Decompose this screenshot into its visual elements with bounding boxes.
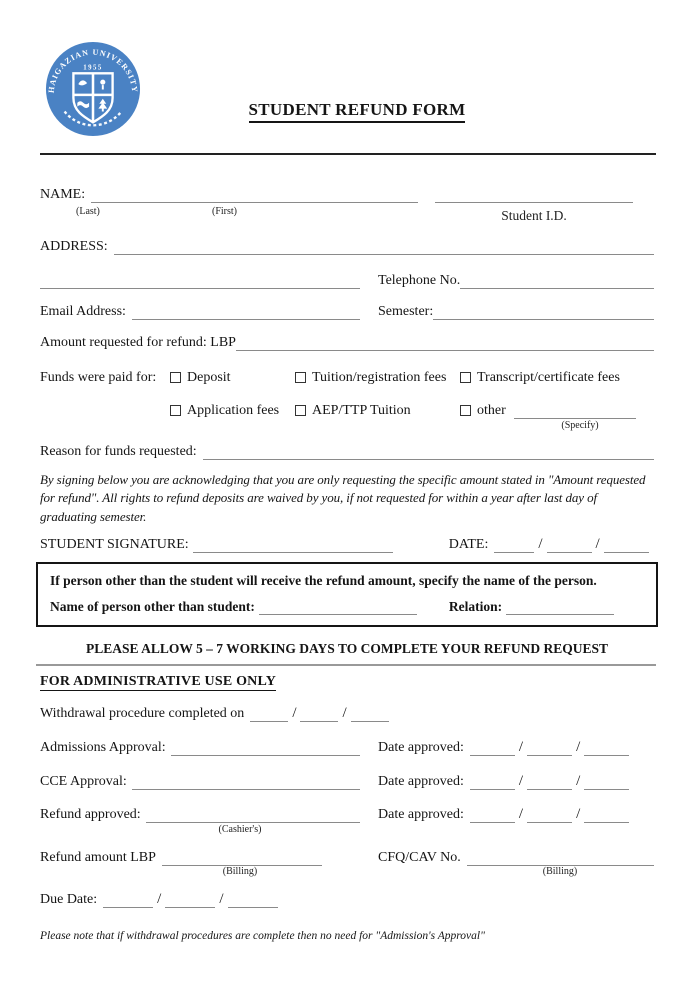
semester-field[interactable] — [433, 304, 654, 320]
amount-label: Amount requested for refund: LBP — [40, 335, 236, 350]
address-label: ADDRESS: — [40, 239, 108, 254]
address-field[interactable] — [114, 239, 654, 255]
relation-field[interactable] — [506, 599, 614, 615]
other-label: other — [477, 403, 506, 418]
option-deposit — [170, 369, 231, 386]
withdrawal-date-part-3[interactable] — [351, 706, 389, 722]
email-label: Email Address: — [40, 304, 126, 319]
last-name-hint: (Last) — [76, 206, 100, 217]
billing-hint-right: (Billing) — [542, 866, 578, 877]
reason-row — [40, 443, 654, 460]
shield-emblem-top-right-base — [102, 85, 104, 89]
cashiers-hint-row — [40, 824, 654, 837]
cce-date-part-1[interactable] — [470, 774, 515, 790]
date-slash: / — [518, 739, 524, 755]
due-date-part-3[interactable] — [228, 892, 278, 908]
checkbox-other[interactable] — [460, 405, 471, 416]
date-part-2-field[interactable] — [547, 537, 592, 553]
option-tuition — [295, 369, 446, 386]
admin-heading: FOR ADMINISTRATIVE USE ONLY — [40, 674, 277, 689]
cfq-cav-label: CFQ/CAV No. — [378, 850, 461, 865]
cce-row — [40, 773, 654, 790]
date-slash: / — [538, 536, 543, 552]
option-application — [170, 402, 279, 419]
student-signature-label: STUDENT SIGNATURE: — [40, 537, 189, 552]
third-party-name-field[interactable] — [259, 599, 417, 615]
refund-amount-field[interactable] — [162, 850, 322, 866]
aep-label: AEP/TTP Tuition — [312, 403, 411, 418]
cfq-cav-no-field[interactable] — [467, 850, 654, 866]
amount-field[interactable] — [236, 335, 654, 351]
cce-approval-field[interactable] — [132, 774, 360, 790]
name-label: NAME: — [40, 187, 86, 202]
date-label: DATE: — [448, 537, 489, 552]
email-field[interactable] — [132, 304, 360, 320]
checkbox-deposit[interactable] — [170, 372, 181, 383]
telephone-label: Telephone No. — [378, 273, 461, 288]
option-transcript — [460, 369, 620, 386]
relation-label: Relation: — [448, 599, 503, 614]
email-semester-row — [40, 303, 654, 320]
refund-amount-label: Refund amount LBP — [40, 850, 156, 865]
date-approved-label: Date approved: — [378, 740, 464, 755]
reason-field[interactable] — [203, 444, 654, 460]
header-divider — [40, 153, 656, 155]
admin-heading-wrap — [40, 674, 276, 691]
refund-approved-row — [40, 806, 654, 823]
other-specify-field[interactable] — [514, 403, 636, 419]
due-date-part-1[interactable] — [103, 892, 153, 908]
billing-hints-row — [40, 866, 654, 879]
cce-date-part-2[interactable] — [527, 774, 572, 790]
date-slash: / — [157, 891, 162, 907]
date-slash: / — [518, 773, 524, 789]
processing-notice: PLEASE ALLOW 5 – 7 WORKING DAYS TO COMPLETE YOUR REFUND REQUEST — [86, 641, 608, 656]
title-container — [0, 100, 694, 123]
date-approved-label: Date approved: — [378, 807, 464, 822]
option-other — [460, 402, 642, 419]
admissions-date-part-1[interactable] — [470, 740, 515, 756]
refund-date-part-3[interactable] — [584, 807, 629, 823]
amount-row — [40, 334, 654, 351]
specify-hint-row — [40, 420, 654, 433]
admissions-date-part-3[interactable] — [584, 740, 629, 756]
transcript-label: Transcript/certificate fees — [477, 370, 620, 385]
refund-approved-label: Refund approved: — [40, 807, 141, 822]
seal-year-text: 1955 — [83, 64, 103, 72]
withdrawal-row — [40, 705, 654, 722]
option-aep — [295, 402, 411, 419]
telephone-field[interactable] — [460, 273, 654, 289]
checkbox-transcript-certificate-fees[interactable] — [460, 372, 471, 383]
address2-telephone-row — [40, 272, 654, 289]
due-date-label: Due Date: — [40, 892, 98, 907]
student-id-field[interactable] — [435, 187, 633, 203]
third-party-row — [50, 598, 644, 615]
signature-row — [40, 536, 654, 553]
date-part-1-field[interactable] — [494, 537, 534, 553]
refund-amount-row — [40, 849, 654, 866]
seal-graphic — [44, 40, 142, 138]
date-slash: / — [576, 773, 581, 789]
date-slash: / — [292, 705, 297, 721]
due-date-part-2[interactable] — [165, 892, 215, 908]
admissions-row — [40, 739, 654, 756]
page-title: STUDENT REFUND FORM — [249, 100, 466, 123]
name-row — [40, 186, 633, 203]
seal-institution-text: HAIGAZIAN UNIVERSITY — [46, 47, 140, 94]
address-line2-field[interactable] — [40, 273, 360, 289]
reason-label: Reason for funds requested: — [40, 444, 197, 459]
checkbox-tuition-registration-fees[interactable] — [295, 372, 306, 383]
specify-hint: (Specify) — [561, 420, 599, 431]
refund-date-part-1[interactable] — [470, 807, 515, 823]
date-slash: / — [576, 806, 581, 822]
student-signature-field[interactable] — [193, 537, 393, 553]
due-date-row — [40, 891, 654, 908]
checkbox-aep-ttp-tuition[interactable] — [295, 405, 306, 416]
application-label: Application fees — [187, 403, 280, 418]
refund-date-part-2[interactable] — [527, 807, 572, 823]
haigazian-university-seal — [44, 40, 142, 138]
withdrawal-label: Withdrawal procedure completed on — [40, 706, 245, 721]
date-slash: / — [219, 891, 224, 907]
date-slash: / — [595, 536, 600, 552]
name-last-first-field[interactable] — [91, 187, 418, 203]
third-party-box — [36, 562, 658, 627]
signing-disclaimer: By signing below you are acknowledging that you are only requesting the specific amount stated in "Amount requested for refund". All rights to refund deposits are waived by you, if not requested for within a year after last day of graduating semester. — [40, 472, 646, 524]
date-approved-label: Date approved: — [378, 774, 464, 789]
deposit-label: Deposit — [187, 370, 231, 385]
student-id-label: Student I.D. — [501, 208, 567, 223]
admin-section-divider — [36, 664, 656, 666]
refund-approved-field[interactable] — [146, 807, 360, 823]
checkbox-application-fees[interactable] — [170, 405, 181, 416]
funds-label-wrap — [40, 369, 156, 386]
admissions-approval-field[interactable] — [171, 740, 360, 756]
date-slash: / — [576, 739, 581, 755]
admissions-label: Admissions Approval: — [40, 740, 166, 755]
withdrawal-footnote: Please note that if withdrawal procedures are complete then no need for "Admission's Approval" — [40, 930, 485, 942]
address-row — [40, 238, 654, 255]
cce-label: CCE Approval: — [40, 774, 127, 789]
funds-row-1 — [40, 369, 654, 386]
date-slash: / — [518, 806, 524, 822]
date-part-3-field[interactable] — [604, 537, 649, 553]
first-name-hint: (First) — [212, 206, 237, 217]
funds-row-2 — [40, 402, 654, 419]
third-party-name-label: Name of person other than student: — [50, 599, 255, 614]
semester-label: Semester: — [378, 304, 434, 319]
third-party-heading: If person other than the student will receive the refund amount, specify the name of the person. — [50, 573, 597, 588]
shield-emblem-top-right — [100, 80, 105, 85]
withdrawal-date-part-2[interactable] — [300, 706, 338, 722]
billing-hint-left: (Billing) — [222, 866, 258, 877]
cce-date-part-3[interactable] — [584, 774, 629, 790]
date-slash: / — [342, 705, 347, 721]
cashiers-hint: (Cashier's) — [218, 824, 262, 835]
withdrawal-date-part-1[interactable] — [250, 706, 288, 722]
tuition-label: Tuition/registration fees — [312, 370, 447, 385]
funds-label: Funds were paid for: — [40, 370, 157, 385]
name-hints-row — [40, 206, 654, 223]
admissions-date-part-2[interactable] — [527, 740, 572, 756]
